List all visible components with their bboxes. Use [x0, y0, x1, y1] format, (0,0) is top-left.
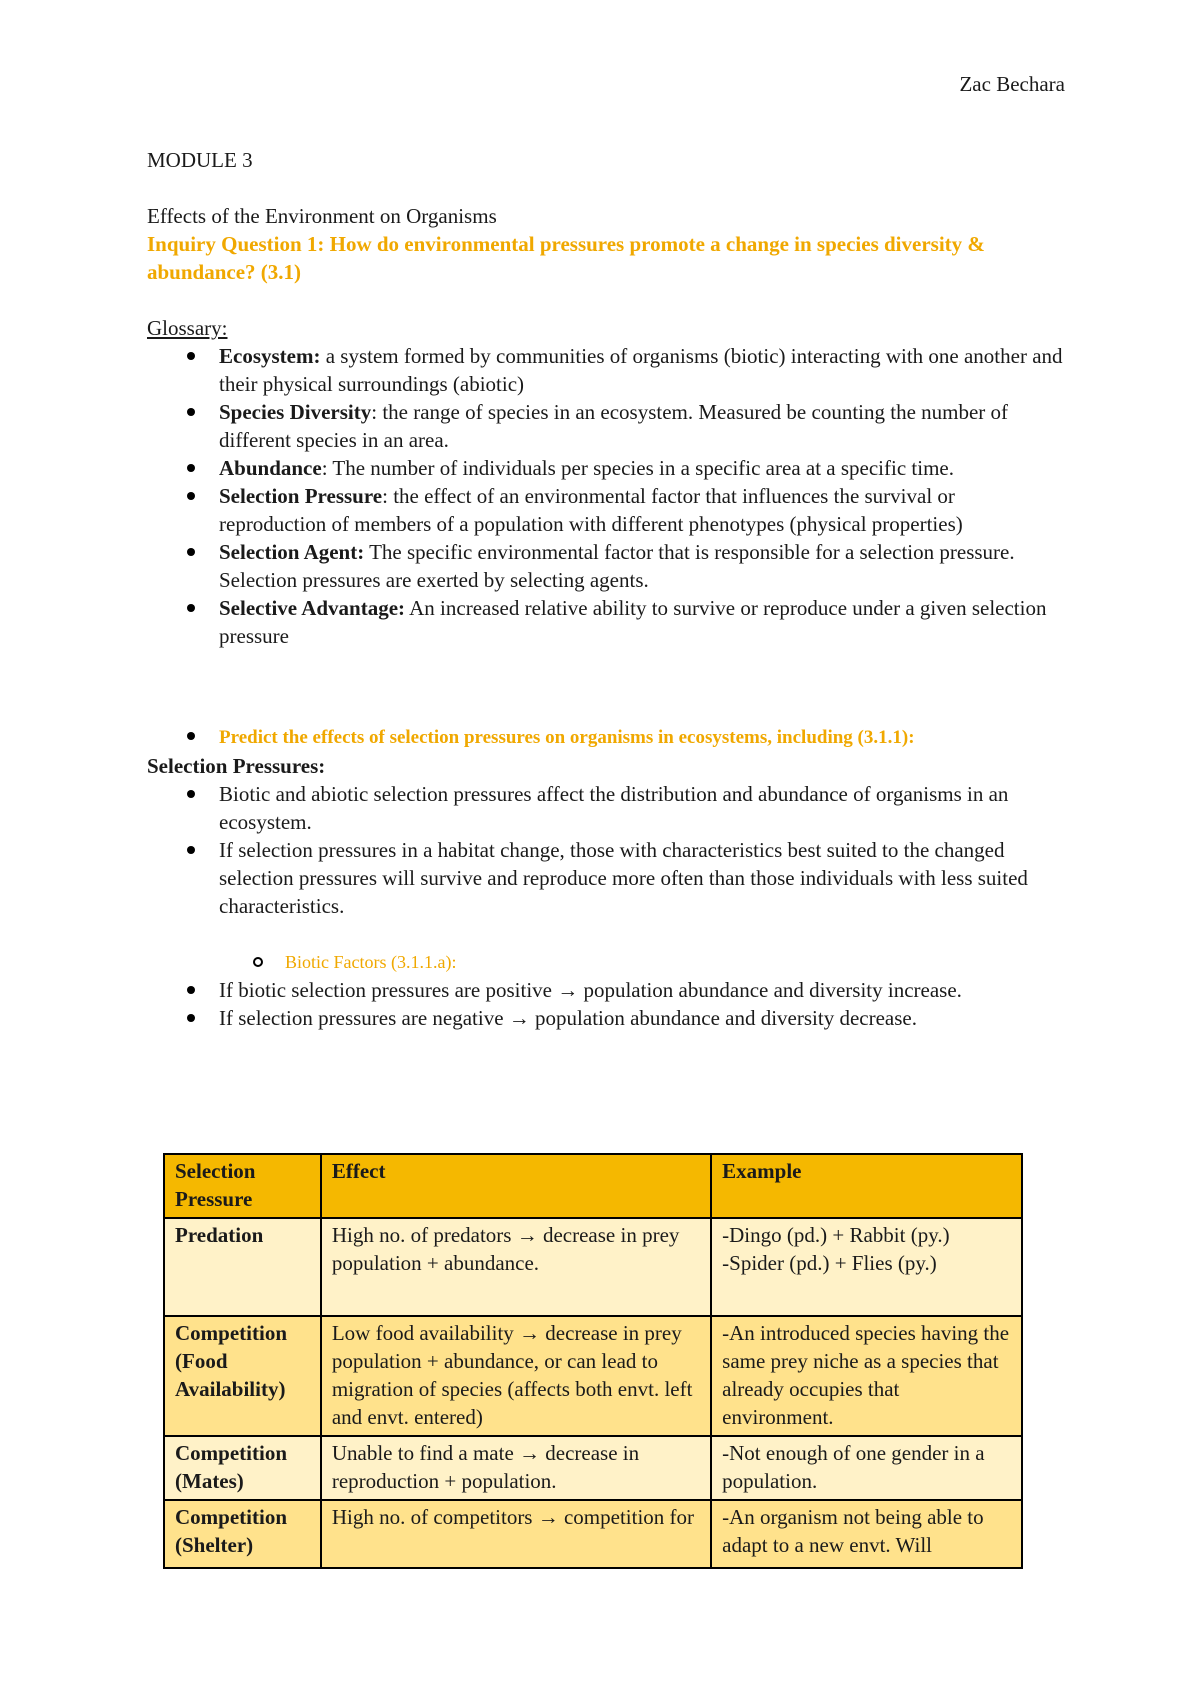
biotic-point-text: If selection pressures are negative → population abundance and diversity decrease.	[219, 1006, 917, 1030]
biotic-factors-heading	[147, 948, 1067, 976]
bullet-icon	[187, 986, 195, 994]
glossary-definition: a system formed by communities of organisms (biotic) interacting with one another and their physical surroundings (abiotic)	[219, 344, 1063, 396]
glossary-definition: : The number of individuals per species in a specific area at a specific time.	[321, 456, 954, 480]
glossary-term: Abundance	[219, 456, 322, 480]
bullet-icon	[187, 1014, 195, 1022]
bullet-icon	[187, 732, 195, 740]
glossary-term: Selection Agent:	[219, 540, 365, 564]
glossary-item	[147, 398, 1067, 454]
biotic-point	[147, 1004, 1067, 1032]
hollow-bullet-icon	[253, 957, 263, 967]
bullet-icon	[187, 846, 195, 854]
glossary-term: Species Diversity	[219, 400, 372, 424]
example-cell	[711, 1316, 1022, 1436]
glossary-item	[147, 342, 1067, 398]
example-line: -An introduced species having the same prey niche as a species that already occupies that environment.	[722, 1321, 1010, 1429]
bullet-icon	[187, 352, 195, 360]
pressure-cell: Predation	[164, 1218, 321, 1316]
effect-cell: High no. of predators → decrease in prey population + abundance.	[321, 1218, 711, 1316]
predict-item	[147, 722, 1067, 752]
example-cell	[711, 1436, 1022, 1500]
biotic-factors-list	[147, 948, 1067, 1032]
predict-list	[147, 722, 1067, 752]
glossary-list	[147, 342, 1067, 650]
glossary-definition: The specific environmental factor that is responsible for a selection pressure. Selection pressures are exerted by selecting agents.	[219, 540, 1015, 592]
table-header-cell: Effect	[321, 1154, 711, 1218]
table-row	[164, 1436, 1022, 1500]
table-row	[164, 1218, 1022, 1316]
selection-pressure-table	[163, 1153, 1023, 1569]
bullet-icon	[187, 464, 195, 472]
table-row	[164, 1500, 1022, 1568]
table-header-cell: Example	[711, 1154, 1022, 1218]
glossary-item	[147, 594, 1067, 650]
table-header-cell: Selection Pressure	[164, 1154, 321, 1218]
glossary-definition: An increased relative ability to survive or reproduce under a given selection pressure	[219, 596, 1047, 648]
table-row	[164, 1316, 1022, 1436]
selection-point-text: Biotic and abiotic selection pressures affect the distribution and abundance of organisms in an ecosystem.	[219, 782, 1009, 834]
effect-cell: Low food availability → decrease in prey population + abundance, or can lead to migration of species (affects both envt. left and envt. entered)	[321, 1316, 711, 1436]
effect-cell: Unable to find a mate → decrease in reproduction + population.	[321, 1436, 711, 1500]
topic-title: Effects of the Environment on Organisms	[147, 204, 497, 228]
glossary-term: Selection Pressure	[219, 484, 383, 508]
bullet-icon	[187, 408, 195, 416]
glossary-item	[147, 454, 1067, 482]
example-cell	[711, 1500, 1022, 1568]
glossary-definition: : the effect of an environmental factor that influences the survival or reproduction of members of a population with different phenotypes (physical properties)	[219, 484, 963, 536]
predict-text: Predict the effects of selection pressures on organisms in ecosystems, including (3.1.1):	[219, 727, 915, 748]
bullet-icon	[187, 548, 195, 556]
example-line: -An organism not being able to adapt to a new envt. Will	[722, 1505, 984, 1557]
glossary-item	[147, 538, 1067, 594]
pressure-cell: Competition (Mates)	[164, 1436, 321, 1500]
document-body	[147, 146, 1067, 1032]
glossary-heading: Glossary:	[147, 316, 228, 340]
inquiry-question: Inquiry Question 1: How do environmental pressures promote a change in species diversity & abundance? (3.1)	[147, 232, 985, 284]
bullet-icon	[187, 790, 195, 798]
effect-cell: High no. of competitors → competition for	[321, 1500, 711, 1568]
glossary-definition: : the range of species in an ecosystem. Measured be counting the number of different species in an area.	[219, 400, 1009, 452]
author-name: Zac Bechara	[959, 72, 1065, 96]
biotic-factors-label: Biotic Factors (3.1.1.a):	[285, 952, 457, 972]
glossary-item	[147, 482, 1067, 538]
example-line: -Spider (pd.) + Flies (py.)	[722, 1251, 937, 1275]
example-cell	[711, 1218, 1022, 1316]
selection-pressures-list	[147, 780, 1067, 920]
bullet-icon	[187, 492, 195, 500]
glossary-term: Ecosystem:	[219, 344, 321, 368]
glossary-term: Selective Advantage:	[219, 596, 406, 620]
selection-point	[147, 780, 1067, 836]
selection-pressures-heading: Selection Pressures:	[147, 754, 326, 778]
pressure-cell: Competition (Food Availability)	[164, 1316, 321, 1436]
example-line: -Not enough of one gender in a population.	[722, 1441, 985, 1493]
table-header-row	[164, 1154, 1022, 1218]
module-title: MODULE 3	[147, 148, 253, 172]
bullet-icon	[187, 604, 195, 612]
pressure-cell: Competition (Shelter)	[164, 1500, 321, 1568]
selection-point-text: If selection pressures in a habitat change, those with characteristics best suited to the changed selection pressures will survive and reproduce more often than those individuals with less suited characteristics.	[219, 838, 1028, 918]
example-line: -Dingo (pd.) + Rabbit (py.)	[722, 1223, 950, 1247]
selection-point	[147, 836, 1067, 920]
biotic-point	[147, 976, 1067, 1004]
biotic-point-text: If biotic selection pressures are positive → population abundance and diversity increase.	[219, 978, 962, 1002]
